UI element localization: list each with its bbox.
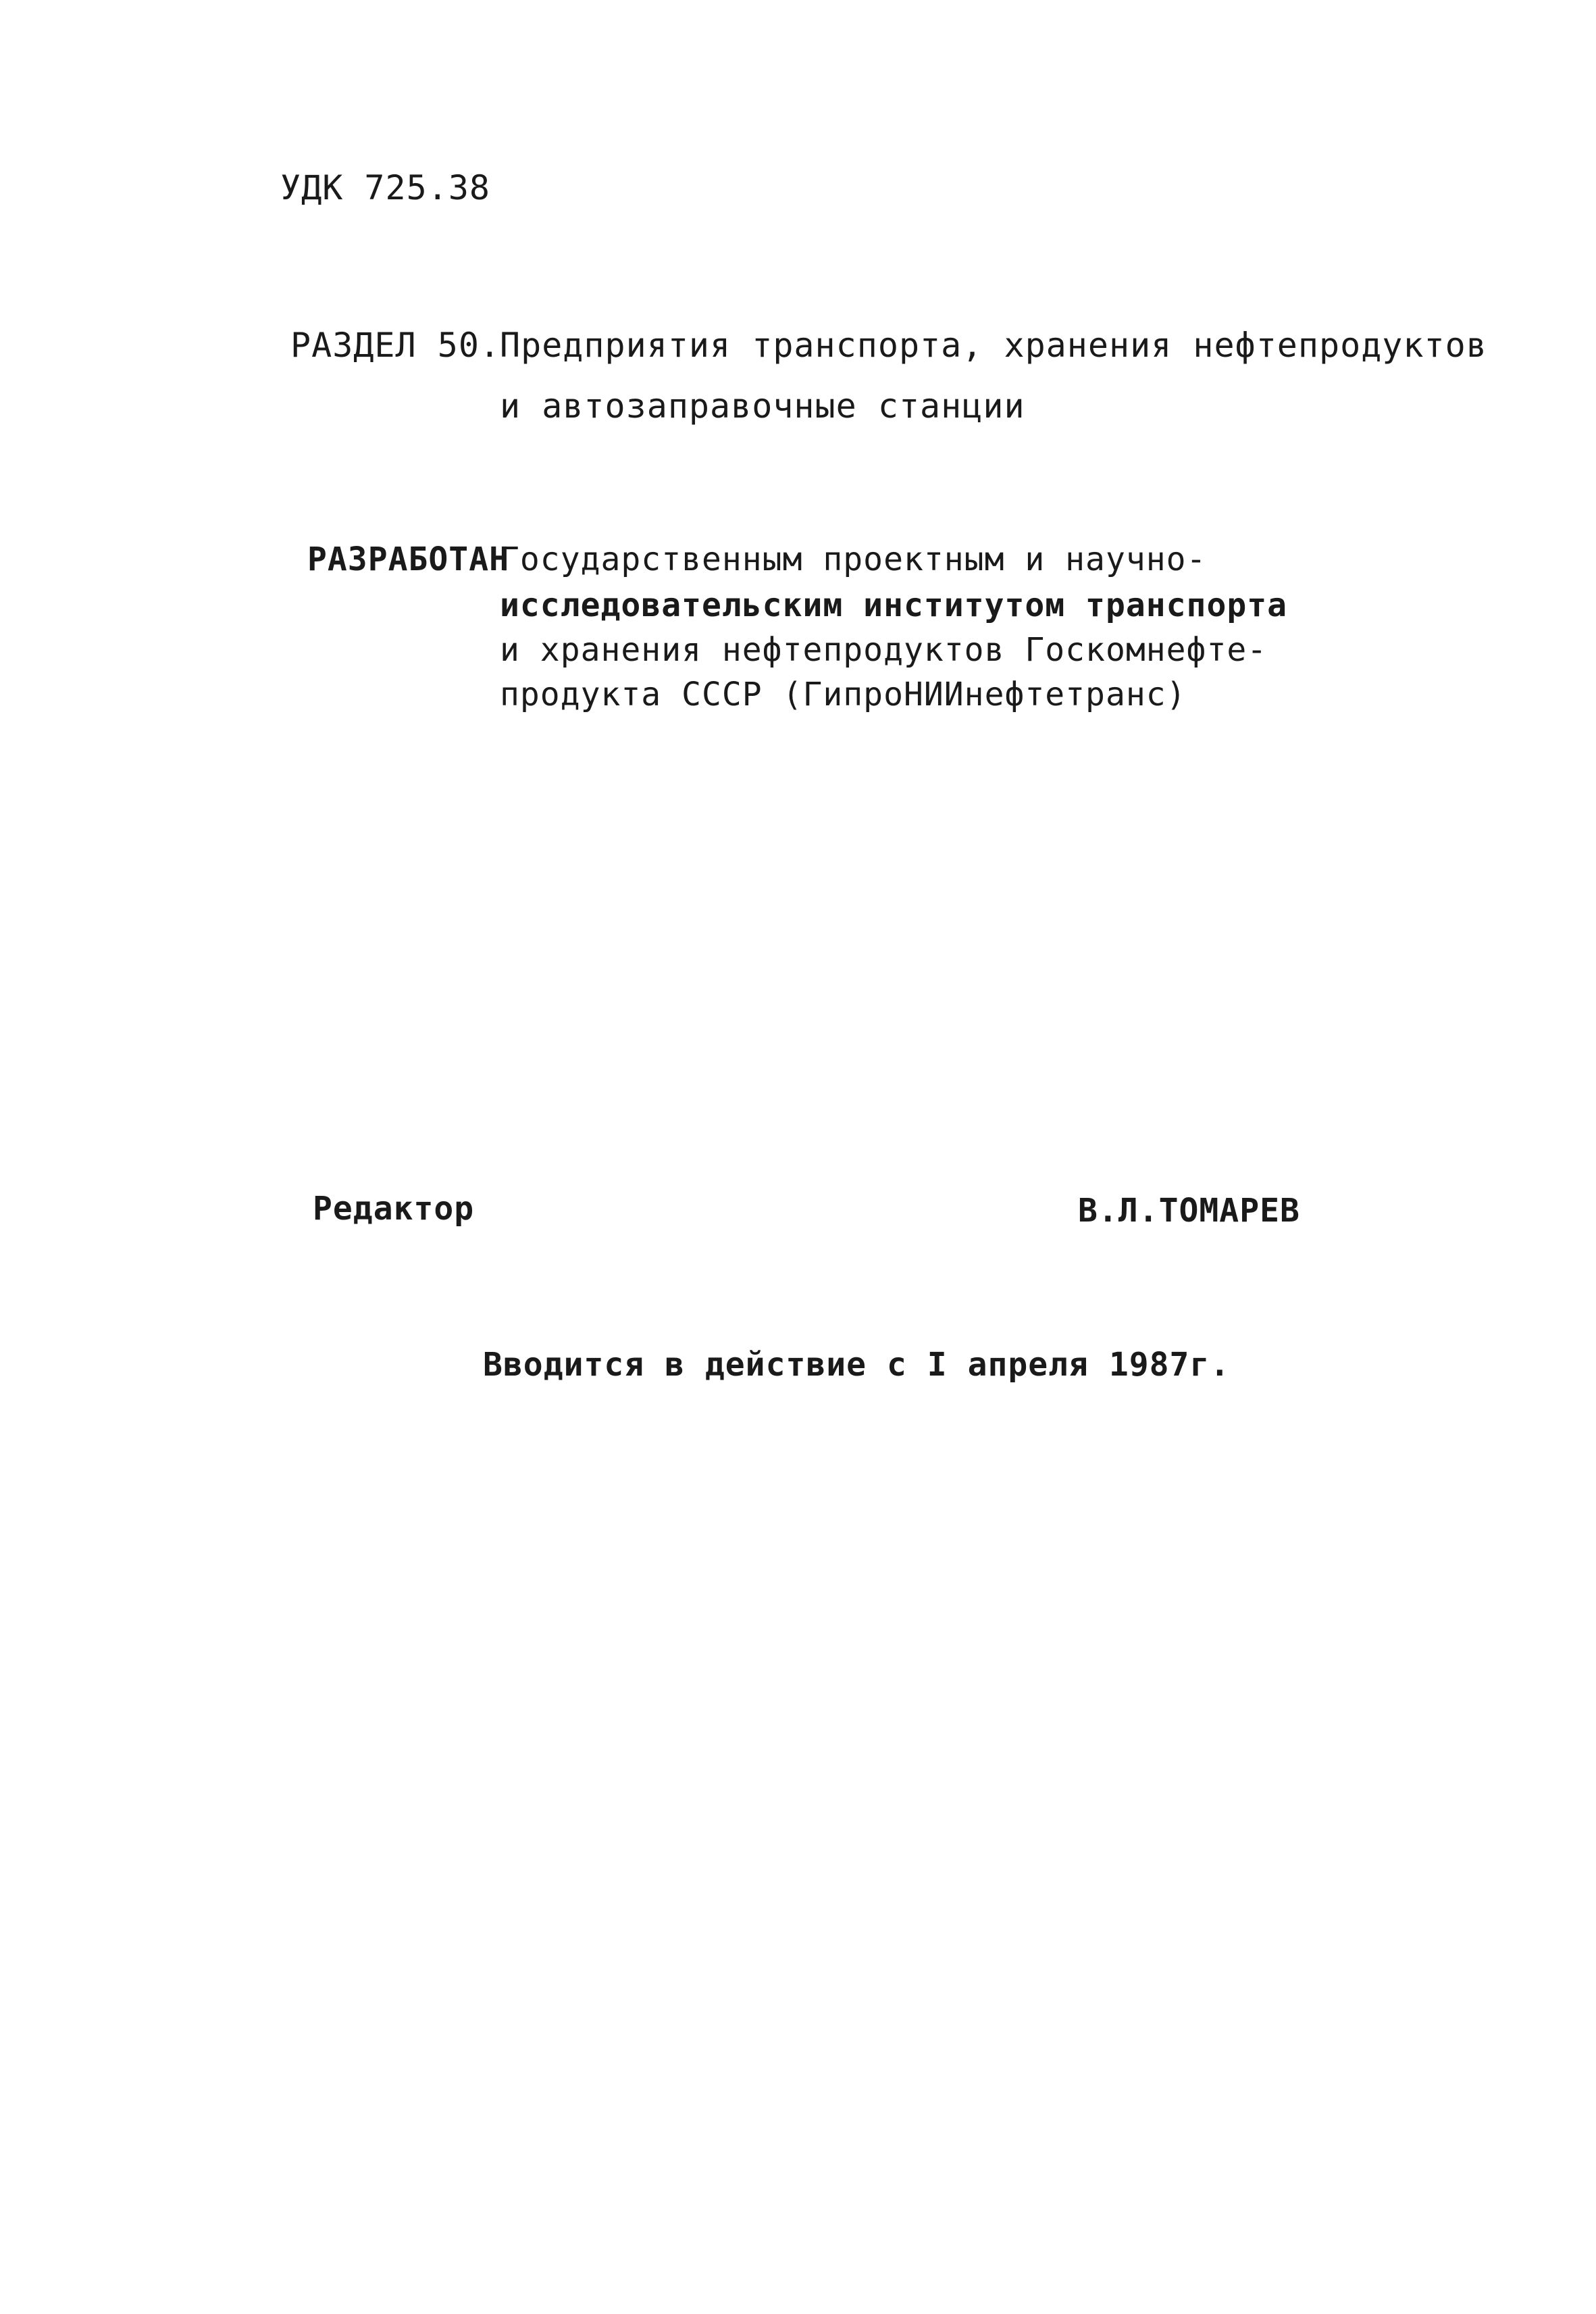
- section-label: РАЗДЕЛ 50.: [290, 326, 501, 365]
- section-title-line-2: и автозаправочные станции: [500, 386, 1025, 426]
- editor-name: В.Л.ТОМАРЕВ: [1078, 1192, 1300, 1230]
- developed-line-4: продукта СССР (ГипроНИИнефтетранс): [500, 676, 1187, 713]
- developed-line-2: исследовательским институтом транспорта: [500, 586, 1288, 624]
- effective-date-note: Вводится в действие с I апреля 1987г.: [483, 1346, 1231, 1384]
- editor-label: Редактор: [313, 1190, 475, 1228]
- section-title-line-1: Предприятия транспорта, хранения нефтепродуктов: [500, 326, 1487, 365]
- udk-code: УДК 725.38: [280, 168, 491, 207]
- developed-line-1: Государственным проектным и научно-: [500, 540, 1207, 578]
- developed-label: РАЗРАБОТАН: [307, 540, 509, 578]
- developed-line-3: и хранения нефтепродуктов Госкомнефте-: [500, 631, 1268, 669]
